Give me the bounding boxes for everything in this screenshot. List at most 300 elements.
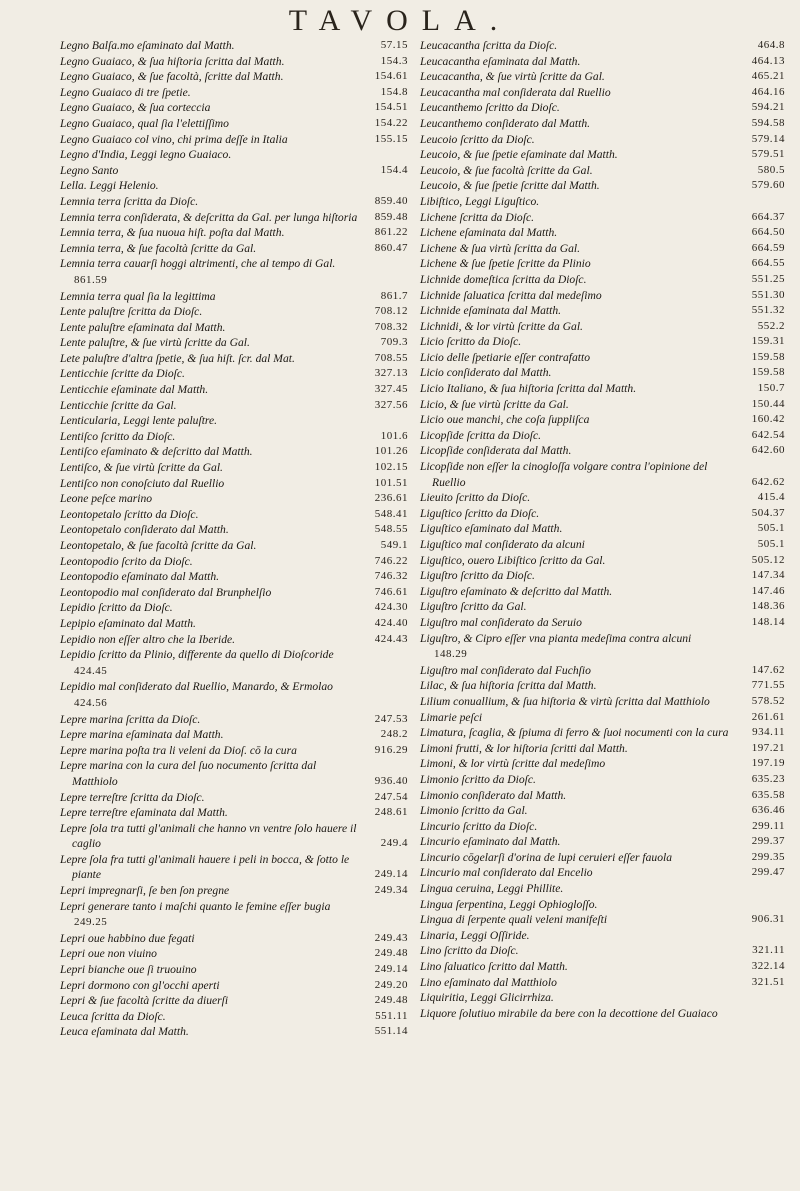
index-entry: [60, 38, 408, 54]
index-entry-page-ref: 548.41: [374, 507, 408, 520]
index-entry-text: Leucacantha mal conſiderata dal Ruellio: [420, 85, 611, 99]
index-entry-text: Leuca eſaminata dal Matth.: [60, 1025, 189, 1039]
index-entry-text: Lepre terreſtre eſaminata dal Matth.: [60, 806, 228, 820]
index-entry: [60, 147, 408, 163]
index-entry-page-ref: 148.14: [751, 615, 785, 628]
index-entry: [420, 928, 785, 944]
index-entry-page-ref: 57.15: [380, 39, 408, 51]
index-entry: [60, 163, 408, 179]
index-entry-page-ref: 101.26: [374, 445, 408, 458]
index-entry-page-ref: 321.11: [752, 944, 785, 957]
index-entry: [60, 429, 408, 445]
index-entry-text: Lenticchie ſcritte da Gal.: [60, 398, 177, 412]
index-entry-text: Lepri oue non viuino: [60, 947, 157, 961]
index-entry-page-ref: 236.61: [374, 492, 408, 505]
index-entry-page-ref: 464.16: [751, 85, 785, 98]
page-title: TAVOLA.: [288, 4, 512, 37]
index-entry-text: Liguſtro mal conſiderato da Seruio: [420, 615, 582, 629]
index-entry-text: Leontopodio mal conſiderato dal Brunphelſio: [60, 585, 272, 599]
index-entry-page-ref: 154.4: [380, 163, 408, 176]
index-entry-page-ref: 916.29: [374, 743, 408, 756]
index-entry: [60, 304, 408, 320]
index-entry-page-ref: 159.31: [751, 335, 785, 348]
index-entry: [420, 132, 785, 148]
index-entry-text: Liguſtro mal conſiderato dal Fuchſio: [420, 663, 591, 677]
index-entry-text: Leucanthemo conſiderato dal Matth.: [420, 116, 591, 130]
index-entry: [420, 756, 785, 772]
index-entry-page-ref: 248.61: [374, 806, 408, 819]
index-entry: [420, 725, 785, 741]
index-entry-page-ref: 159.58: [751, 350, 785, 363]
index-entry: [60, 178, 408, 194]
index-entry-text: Lichnide domeſtica ſcritta da Dioſc.: [420, 272, 587, 286]
index-entry: [60, 256, 408, 288]
index-entry-text: Lepre marina poſta tra li veleni da Dioſ. cō la cura: [60, 743, 297, 757]
index-entry-page-ref: 249.14: [374, 963, 408, 976]
index-entry-page-ref: 465.21: [751, 70, 785, 83]
index-entry: [60, 413, 408, 429]
index-entry-page-ref: 551.11: [375, 1009, 408, 1022]
index-entry-page-ref: 248.2: [380, 728, 408, 741]
index-entry-text: Liguſtro eſaminato & deſcritto dal Matth.: [420, 584, 613, 598]
index-entry-text: Legno Balſa.mo eſaminato dal Matth.: [60, 39, 235, 52]
index-entry: [420, 69, 785, 85]
index-entry-text: Licopſide ſcritta da Dioſc.: [420, 428, 542, 442]
index-entry-text: Lepri impregnarſi, ſe ben ſon pregne: [60, 884, 230, 898]
index-entry-text: Legno Guaiaco di tre ſpetie.: [60, 85, 191, 99]
index-entry: [420, 881, 785, 897]
index-entry-text: Lepidio mal conſiderato dal Ruellio, Manardo, & Ermolao: [60, 680, 333, 694]
index-entry: [420, 256, 785, 272]
index-entry-page-ref: 101.51: [374, 476, 408, 489]
index-entry-page-ref: 249.34: [374, 884, 408, 897]
index-entry-page-ref: 197.21: [751, 741, 785, 754]
index-entry-text: Liguſtro ſcritto da Dioſc.: [420, 569, 535, 583]
index-entry-page-ref: 249.4: [380, 837, 408, 850]
index-entry-text: Lieuito ſcritto da Dioſc.: [420, 491, 531, 505]
index-entry: [60, 85, 408, 101]
index-entry: [420, 210, 785, 226]
index-entry: [420, 412, 785, 428]
index-entry: [60, 491, 408, 507]
index-entry-text: Lingua ſerpentina, Leggi Ophiogloſſo.: [420, 897, 598, 911]
index-entry-text: Lepri & ſue facoltà ſcritte da diuerſi: [60, 994, 229, 1008]
index-entry-page-ref: 551.32: [751, 304, 785, 317]
index-entry-page-ref: 299.35: [751, 850, 785, 863]
index-entry-text: Liguſtro ſcritto da Gal.: [420, 600, 527, 614]
index-entry-page-ref: 154.51: [374, 101, 408, 114]
index-entry-page-ref: 159.58: [751, 366, 785, 379]
index-entry: [60, 444, 408, 460]
index-entry: [60, 1009, 408, 1025]
index-entry-page-ref: 249.14: [374, 868, 408, 881]
index-entry-text: Lenticchie ſcritte da Dioſc.: [60, 367, 185, 381]
index-entry-page-ref: 579.51: [751, 148, 785, 161]
index-entry: [420, 241, 785, 257]
index-entry: [420, 631, 785, 663]
index-entry-text: Lepre ſola tra tutti gl'animali che hanno vn ventre ſolo hauere il caglio: [60, 821, 357, 851]
index-entry: [420, 788, 785, 804]
index-entry-page-ref: 249.20: [374, 978, 408, 991]
index-entry: [420, 912, 785, 928]
index-entry-page-ref: 551.14: [374, 1025, 408, 1038]
index-entry: [60, 132, 408, 148]
index-entry-text: Lella. Leggi Helenio.: [60, 179, 159, 193]
index-entry-text: Licopſide conſiderata dal Matth.: [420, 444, 572, 458]
index-entry-page-ref: 708.32: [374, 320, 408, 333]
index-entry-text: Lingua ceruina, Leggi Phillite.: [420, 882, 564, 896]
index-entry: [60, 289, 408, 305]
index-entry-page-ref: 101.6: [380, 429, 408, 442]
index-entry-page-ref: 148.36: [751, 600, 785, 613]
index-entry-text: Legno Guaiaco, & ſua corteccia: [60, 101, 211, 115]
index-entry: [60, 1024, 408, 1040]
index-entry-page-ref: 299.37: [751, 835, 785, 848]
index-entry-page-ref: 247.54: [374, 790, 408, 803]
index-entry: [420, 100, 785, 116]
index-entry-text: Licio conſiderato dal Matth.: [420, 366, 552, 380]
index-entry-page-ref: 594.58: [751, 116, 785, 129]
index-entry: [60, 883, 408, 899]
index-entry: [420, 506, 785, 522]
index-entry-text: Leontopodio ſcrito da Dioſc.: [60, 554, 193, 568]
index-entry: [60, 569, 408, 585]
index-entry-text: Lentiſco non conoſciuto dal Ruellio: [60, 476, 225, 490]
index-entry-text: Lino eſaminato dal Matthiolo: [420, 975, 557, 989]
index-entry: [420, 288, 785, 304]
index-entry-page-ref: 154.8: [380, 85, 408, 98]
index-entry-text: Lemnia terra cauarſi hoggi altrimenti, che al tempo di Gal.: [60, 257, 336, 271]
index-entry: [60, 821, 408, 852]
index-entry: [420, 959, 785, 975]
index-entry-text: Legno d'India, Leggi legno Guaiaco.: [60, 148, 232, 162]
index-entry: [60, 507, 408, 523]
index-entry: [420, 943, 785, 959]
index-entry-text: Lino ſcritto da Dioſc.: [420, 944, 519, 958]
index-entry: [420, 350, 785, 366]
index-entry-text: Leontopetalo ſcritto da Dioſc.: [60, 507, 199, 521]
index-entry-text: Licio Italiano, & ſua hiſtoria ſcritta dal Matth.: [420, 382, 637, 396]
index-entry: [420, 803, 785, 819]
index-entry-text: Lepre ſola fra tutti gl'animali hauere i peli in bocca, & ſotto le piante: [60, 852, 350, 882]
index-entry-page-ref: 664.59: [751, 241, 785, 254]
index-entry: [60, 398, 408, 414]
index-entry-page-ref: 154.3: [380, 54, 408, 67]
index-entry: [420, 599, 785, 615]
index-entry-text: Legno Guaiaco, & ſua hiſtoria ſcritta dal Matth.: [60, 54, 285, 68]
index-entry: [60, 852, 408, 883]
index-entry-page-ref: 861.22: [374, 226, 408, 239]
index-entry-text: Lino ſaluatico ſcritto dal Matth.: [420, 960, 568, 974]
index-entry-page-ref: 551.25: [751, 272, 785, 285]
index-entry-page-ref: 249.48: [374, 994, 408, 1007]
index-entry-text: Lenticularia, Leggi lente paluſtre.: [60, 414, 218, 428]
index-entry-page-ref: 464.8: [757, 39, 785, 51]
index-entry-text: Lichene ſcritta da Dioſc.: [420, 210, 534, 224]
index-entry: [420, 38, 785, 54]
index-entry: [60, 476, 408, 492]
index-entry-text: Limonio ſcritto da Gal.: [420, 804, 528, 818]
index-entry-page-ref: 708.12: [374, 305, 408, 318]
index-entry-text: Lincurio cōgelarſi d'orina de lupi ceruieri eſſer fauola: [420, 850, 673, 864]
index-entry-text: Lepipio eſaminato dal Matth.: [60, 616, 196, 630]
index-entry: [420, 163, 785, 179]
index-entry: [60, 758, 408, 789]
index-entry-page-ref: 249.48: [374, 947, 408, 960]
index-entry-text: Lincurio ſcritto da Dioſc.: [420, 819, 538, 833]
index-entry-page-ref: 322.14: [751, 960, 785, 973]
index-entry-text: Liquore ſolutiuo mirabile da bere con la decottione del Guaiaco: [420, 1006, 718, 1020]
index-entry-text: Lemnia terra ſcritta da Dioſc.: [60, 194, 199, 208]
index-entry: [420, 225, 785, 241]
index-entry-text: Licio delle ſpetiarie eſſer contrafatto: [420, 350, 591, 364]
index-entry: [420, 710, 785, 726]
index-entry: [60, 931, 408, 947]
index-entry-page-ref: 746.32: [374, 570, 408, 583]
index-entry-text: Lemnia terra, & ſue facoltà ſcritte da Gal.: [60, 241, 257, 255]
index-entry-text: Leucoio ſcritto da Dioſc.: [420, 132, 535, 146]
index-entry: [420, 303, 785, 319]
index-entry-page-ref: 549.1: [380, 539, 408, 551]
index-entry: [60, 460, 408, 476]
index-entry-text: Licio, & ſue virtù ſcritte da Gal.: [420, 397, 569, 411]
index-entry: [420, 772, 785, 788]
index-entry-text: Lente paluſtre ſcritta da Dioſc.: [60, 305, 203, 319]
index-entry-page-ref: 504.37: [751, 506, 785, 519]
index-entry-page-ref: 247.53: [374, 712, 408, 725]
index-entry-text: Linaria, Leggi Oſſiride.: [420, 928, 530, 942]
index-entry-text: Liguſtico mal conſiderato da alcuni: [420, 538, 585, 551]
index-entry: [60, 554, 408, 570]
index-entry: [60, 946, 408, 962]
index-entry-page-ref: 299.47: [751, 866, 785, 879]
index-entry: [60, 522, 408, 538]
index-entry: [60, 194, 408, 210]
index-entry: [420, 178, 785, 194]
index-entry: [420, 459, 785, 490]
index-entry: [60, 679, 408, 711]
index-entry-text: Lepre marina con la cura del ſuo nocumento ſcritta dal Matthiolo: [60, 759, 317, 788]
index-entry-page-ref: 906.31: [751, 913, 785, 926]
index-entry-text: Lichene & ſue ſpetie ſcritte da Plinio: [420, 257, 591, 271]
index-entry-page-ref: 261.61: [751, 710, 785, 723]
index-entry-page-ref: 424.45: [74, 664, 108, 677]
index-entry-page-ref: 150.44: [751, 397, 785, 410]
index-entry-page-ref: 505.12: [751, 553, 785, 566]
index-entry-page-ref: 160.42: [751, 413, 785, 426]
index-entry-page-ref: 154.61: [374, 70, 408, 83]
index-entry: [60, 54, 408, 70]
index-entry: [60, 210, 408, 226]
index-entry-page-ref: 154.22: [374, 116, 408, 129]
index-entry-text: Lentiſco eſaminato & deſcritto dal Matth.: [60, 445, 253, 459]
index-entry: [420, 694, 785, 710]
index-entry-text: Lepri generare tanto i maſchi quanto le femine eſſer bugia: [60, 899, 331, 913]
index-entry-page-ref: 424.40: [374, 616, 408, 629]
index-entry-page-ref: 708.55: [374, 351, 408, 364]
index-entry: [420, 194, 785, 210]
index-entry: [420, 615, 785, 631]
index-entry-text: Leucoio, & ſue ſpetie ſcritte dal Matth.: [420, 179, 600, 193]
index-entry-page-ref: 299.11: [752, 819, 785, 832]
index-entry: [420, 990, 785, 1006]
index-entry: [420, 553, 785, 569]
index-entry-text: Lepri oue habbino due fegati: [60, 931, 195, 945]
index-entry-page-ref: 321.51: [751, 975, 785, 988]
index-entry: [420, 741, 785, 757]
index-entry-page-ref: 148.29: [434, 648, 468, 661]
index-entry-page-ref: 505.1: [757, 538, 785, 550]
index-entry: [420, 272, 785, 288]
index-entry: [420, 443, 785, 459]
index-entry: [420, 568, 785, 584]
index-entry: [60, 962, 408, 978]
index-entry-page-ref: 664.50: [751, 226, 785, 239]
index-entry-text: Legno Guaiaco, qual ſia l'elettiſſimo: [60, 116, 229, 130]
index-entry: [420, 819, 785, 835]
index-entry-page-ref: 635.23: [751, 772, 785, 785]
index-entry-text: Lichene & ſua virtù ſcritta da Gal.: [420, 241, 581, 255]
index-entry-text: Lichnide ſaluatica ſcritta dal medeſimo: [420, 288, 602, 302]
index-entry: [60, 585, 408, 601]
index-entry: [420, 490, 785, 506]
index-entry-page-ref: 594.21: [751, 101, 785, 114]
index-entry-text: Lemnia terra qual ſia la legittima: [60, 289, 216, 303]
index-entry-text: Lichnidi, & lor virtù ſcritte da Gal.: [420, 319, 583, 333]
index-entry: [60, 600, 408, 616]
index-entry: [60, 100, 408, 116]
index-entry: [420, 85, 785, 101]
index-entry-text: Limonio ſcritto da Dioſc.: [420, 772, 536, 786]
index-entry-page-ref: 642.60: [751, 444, 785, 457]
index-entry-text: Liquiritia, Leggi Glicirrhiza.: [420, 991, 554, 1005]
index-entry-page-ref: 934.11: [752, 726, 785, 739]
index-entry: [420, 381, 785, 397]
index-entry-page-ref: 746.61: [374, 585, 408, 598]
index-entry: [60, 320, 408, 336]
index-entry: [420, 319, 785, 335]
index-entry-page-ref: 147.34: [751, 569, 785, 582]
index-entry-text: Lemnia terra conſiderata, & deſcritta da Gal. per lunga hiſtoria: [60, 210, 358, 224]
index-entry-text: Leucacantha ſcritta da Dioſc.: [420, 39, 558, 52]
index-entry-page-ref: 424.43: [374, 632, 408, 645]
index-entry: [420, 975, 785, 991]
index-entry-text: Leontopodio eſaminato dal Matth.: [60, 570, 220, 584]
index-entry: [420, 521, 785, 537]
index-entry-text: Liguſtico, ouero Libiſtico ſcritto da Gal.: [420, 553, 606, 567]
index-entry-text: Leucanthemo ſcritto da Dioſc.: [420, 101, 560, 115]
index-entry: [420, 584, 785, 600]
index-entry-page-ref: 642.54: [751, 428, 785, 441]
index-entry: [60, 351, 408, 367]
index-entry-text: Limoni, & lor virtù ſcritte dal medeſimo: [420, 757, 606, 771]
index-entry-page-ref: 552.2: [757, 319, 785, 332]
index-entry-page-ref: 249.43: [374, 931, 408, 944]
index-entry-page-ref: 155.15: [374, 132, 408, 145]
index-entry-text: Liguſtico ſcritto da Dioſc.: [420, 506, 540, 520]
index-entry-page-ref: 664.37: [751, 210, 785, 223]
index-entry: [420, 850, 785, 866]
index-entry: [60, 616, 408, 632]
index-entry-page-ref: 197.19: [751, 757, 785, 770]
index-entry-text: Legno Santo: [60, 163, 119, 177]
index-entry: [420, 678, 785, 694]
index-entry: [420, 147, 785, 163]
index-entry-text: Legno Guaiaco col vino, chi prima deſſe in Italia: [60, 132, 288, 146]
index-entry: [420, 663, 785, 679]
index-entry-page-ref: 102.15: [374, 461, 408, 474]
index-entry-text: Leucacantha, & ſue virtù ſcritte da Gal.: [420, 70, 605, 84]
index-entry-text: Limatura, ſcaglia, & ſpiuma di ferro & ſuoi nocumenti con la cura: [420, 726, 729, 740]
index-entry: [60, 366, 408, 382]
index-entry-page-ref: 746.22: [374, 554, 408, 567]
index-entry: [420, 428, 785, 444]
index-entry-text: Lenticchie eſaminate dal Matth.: [60, 383, 209, 397]
index-entry-text: Licio ſcritto da Dioſc.: [420, 335, 522, 349]
index-entry-page-ref: 424.30: [374, 601, 408, 614]
index-entry-page-ref: 860.47: [374, 241, 408, 254]
index-entry-page-ref: 936.40: [374, 774, 408, 787]
index-entry: [60, 116, 408, 132]
index-entry-text: Lepre marina eſaminata dal Matth.: [60, 728, 224, 742]
index-entry: [60, 335, 408, 351]
index-entry-page-ref: 709.3: [380, 336, 408, 349]
index-entry-page-ref: 551.30: [751, 288, 785, 301]
index-entry-text: Leucoio, & ſue facoltà ſcritte da Gal.: [420, 163, 593, 177]
index-entry-page-ref: 579.14: [751, 132, 785, 145]
index-entry-page-ref: 150.7: [757, 382, 785, 395]
index-entry-text: Legno Guaiaco, & ſue facoltà, ſcritte dal Matth.: [60, 70, 284, 84]
index-entry-page-ref: 859.40: [374, 194, 408, 207]
index-entry-text: Leone peſce marino: [60, 492, 153, 506]
index-entry: [60, 382, 408, 398]
index-entry-text: Lepre terreſtre ſcritta da Dioſc.: [60, 790, 205, 804]
index-entry-text: Limoni frutti, & lor hiſtoria ſcritti dal Matth.: [420, 741, 628, 755]
index-entry-page-ref: 635.58: [751, 788, 785, 801]
index-entry: [60, 647, 408, 679]
index-entry-text: Lente paluſtre, & ſue virtù ſcritte da Gal.: [60, 336, 250, 350]
index-entry-text: Libiſtico, Leggi Liguſtico.: [420, 194, 540, 208]
index-entry: [420, 834, 785, 850]
index-entry-text: Licopſide non eſſer la cinogloſſa volgare contra l'opinione del Ruellio: [420, 460, 708, 489]
index-entry-text: Leucacantha eſaminata dal Matth.: [420, 54, 581, 68]
index-entry: [420, 537, 785, 553]
index-entry-text: Lepri dormono con gl'occhi aperti: [60, 978, 220, 992]
index-entry-text: Liguſtro, & Cipro eſſer vna pianta medeſima contra alcuni: [420, 631, 692, 645]
index-entry-page-ref: 664.55: [751, 257, 785, 270]
index-entry: [60, 241, 408, 257]
index-entry-text: Lincurio eſaminato dal Matth.: [420, 835, 561, 849]
index-entry-text: Lente paluſtre eſaminata dal Matth.: [60, 320, 226, 334]
index-entry-page-ref: 579.60: [751, 179, 785, 192]
index-entry-page-ref: 147.46: [751, 584, 785, 597]
index-entry-page-ref: 147.62: [751, 663, 785, 676]
index-entry: [60, 712, 408, 728]
index-entry: [60, 727, 408, 743]
index-entry-text: Lentiſco ſcritto da Dioſc.: [60, 429, 176, 443]
index-entry-page-ref: 548.55: [374, 523, 408, 536]
index-entry-text: Lepri bianche oue ſi truouino: [60, 963, 197, 977]
index-entry-text: Lepidio non eſſer altro che la Iberide.: [60, 632, 236, 646]
index-entry: [60, 993, 408, 1009]
index-entry-page-ref: 249.25: [74, 916, 108, 929]
index-entry-page-ref: 415.4: [757, 491, 785, 504]
index-entry-page-ref: 859.48: [374, 210, 408, 223]
index-entry-text: Leucoio, & ſue ſpetie eſaminate dal Matth.: [420, 148, 618, 162]
index-entry: [420, 54, 785, 70]
index-entry-page-ref: 636.46: [751, 804, 785, 817]
index-entry-page-ref: 327.45: [374, 383, 408, 396]
